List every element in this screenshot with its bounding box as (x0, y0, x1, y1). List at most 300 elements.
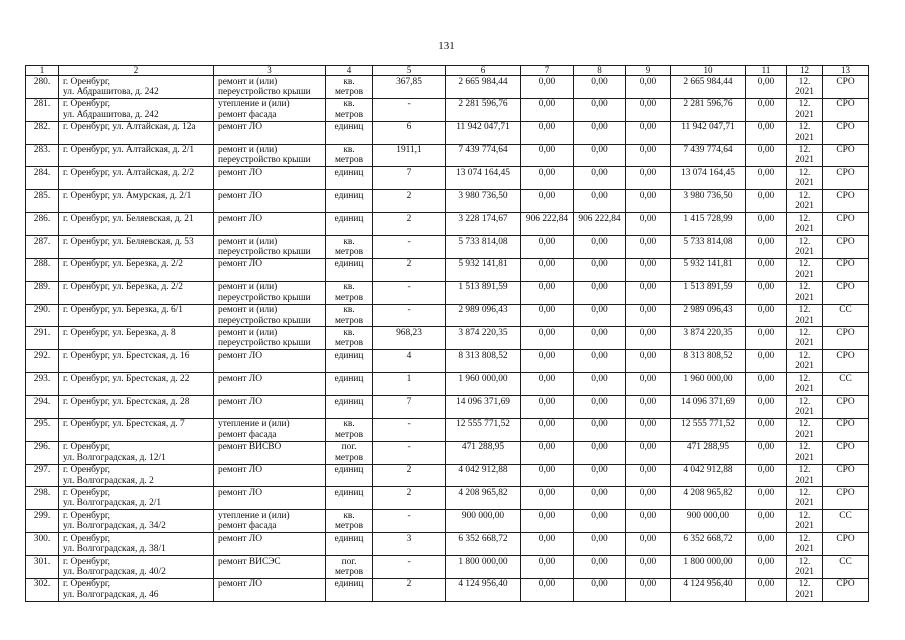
cell-line: 3 874 220,35 (458, 327, 508, 338)
cell-line: СРО (836, 213, 855, 224)
quantity-cell (373, 396, 446, 419)
row-number-cell (26, 281, 59, 304)
cell-line: 0,00 (639, 533, 657, 544)
cell-line: ул. Волгоградская, д. 46 (63, 589, 159, 600)
unit-cell (326, 441, 373, 464)
cell-line: 12. (798, 487, 811, 498)
cell-line: метров (334, 246, 364, 257)
completion-date-cell (787, 578, 823, 601)
address-cell (59, 487, 214, 510)
cell-line: 301. (33, 556, 51, 567)
cell-line: 0,00 (757, 442, 775, 453)
cell-line: переустройство крыши (218, 338, 311, 349)
cell-line: 0,00 (639, 579, 657, 590)
cell-line: 0,00 (538, 350, 556, 361)
cell-line: г. Оренбург, ул. Брестская, д. 22 (63, 373, 190, 384)
col-10-cell (671, 144, 746, 167)
cell-line: 12 555 771,52 (681, 419, 735, 430)
cell-line: 6 352 668,72 (458, 533, 508, 544)
work-type-cell (214, 281, 326, 304)
col-9-cell (626, 350, 671, 373)
col-10-cell (671, 327, 746, 350)
table-row (26, 418, 869, 441)
work-type-cell (214, 464, 326, 487)
col-11-cell (746, 396, 787, 419)
cell-line: г. Оренбург, ул. Березка, д. 8 (63, 327, 176, 338)
col-7-cell (521, 441, 574, 464)
cell-line: ул. Волгоградская, д. 12/1 (63, 452, 166, 463)
cell-line: метров (334, 566, 364, 577)
col-8-cell (574, 281, 626, 304)
cell-line: 12. (798, 373, 811, 384)
cell-line: 2021 (795, 498, 814, 509)
cell-line: ул. Абдрашитова, д. 242 (63, 86, 159, 97)
completion-date-cell (787, 167, 823, 190)
row-number-cell (26, 190, 59, 213)
cell-line: г. Оренбург, (63, 487, 111, 498)
cell-line: 0,00 (591, 282, 608, 293)
unit-cell (326, 236, 373, 259)
col-8-cell (574, 121, 626, 144)
address-cell (59, 556, 214, 579)
cost-cell (446, 121, 521, 144)
cell-line: 5 733 814,08 (683, 236, 733, 247)
code-cell (823, 98, 869, 121)
cell-line: 2021 (795, 361, 814, 372)
column-number-header: 11 (746, 66, 787, 76)
cost-cell (446, 327, 521, 350)
col-11-cell (746, 304, 787, 327)
unit-cell (326, 258, 373, 281)
col-7-cell (521, 144, 574, 167)
cell-line: 12. (798, 99, 811, 110)
column-number-header: 5 (373, 66, 446, 76)
row-number-cell (26, 578, 59, 601)
table-row (26, 464, 869, 487)
row-number-cell (26, 373, 59, 396)
table-row (26, 327, 869, 350)
cost-cell (446, 190, 521, 213)
code-cell (823, 578, 869, 601)
cell-line: 0,00 (591, 190, 608, 201)
quantity-cell (373, 578, 446, 601)
cell-line: СС (839, 556, 852, 567)
cell-line: 2021 (795, 292, 814, 303)
col-11-cell (746, 487, 787, 510)
cost-cell (446, 533, 521, 556)
address-cell (59, 533, 214, 556)
cell-line: 1911,1 (396, 145, 422, 156)
cell-line: 0,00 (591, 556, 608, 567)
cell-line: 0,00 (591, 579, 608, 590)
cell-line: СРО (836, 419, 855, 430)
cell-line: пог. (341, 442, 357, 453)
address-cell (59, 144, 214, 167)
completion-date-cell (787, 76, 823, 99)
col-11-cell (746, 510, 787, 533)
code-cell (823, 396, 869, 419)
col-10-cell (671, 464, 746, 487)
cell-line: 0,00 (639, 259, 657, 270)
cell-line: 12. (798, 167, 811, 178)
quantity-cell (373, 236, 446, 259)
cell-line: СРО (836, 145, 855, 156)
col-11-cell (746, 190, 787, 213)
cell-line: 3 228 174,67 (458, 213, 508, 224)
cell-line: 12. (798, 510, 811, 521)
cell-line: СРО (836, 396, 855, 407)
cell-line: 5 733 814,08 (458, 236, 508, 247)
cell-line: кв. (343, 327, 355, 338)
cell-line: 906 222,84 (578, 213, 621, 224)
table-row (26, 533, 869, 556)
cell-line: 0,00 (639, 76, 657, 87)
code-cell (823, 487, 869, 510)
cell-line: 7 439 774,64 (683, 145, 733, 156)
col-9-cell (626, 258, 671, 281)
cell-line: 0,00 (639, 99, 657, 110)
col-10-cell (671, 350, 746, 373)
table-row (26, 144, 869, 167)
cell-line: 12. (798, 419, 811, 430)
cell-line: 0,00 (639, 373, 657, 384)
cell-line: метров (334, 155, 364, 166)
cell-line: 3 874 220,35 (683, 327, 733, 338)
cell-line: 0,00 (538, 533, 556, 544)
cell-line: г. Оренбург, (63, 579, 111, 590)
col-11-cell (746, 327, 787, 350)
code-cell (823, 144, 869, 167)
cell-line: г. Оренбург, ул. Алтайская, д. 2/1 (63, 145, 195, 156)
cell-line: - (407, 282, 411, 293)
cell-line: утепление и (или) (218, 510, 290, 521)
cell-line: 289. (33, 282, 51, 293)
code-cell (823, 510, 869, 533)
cell-line: 0,00 (639, 350, 657, 361)
col-10-cell (671, 373, 746, 396)
col-10-cell (671, 213, 746, 236)
col-8-cell (574, 236, 626, 259)
cell-line: 0,00 (639, 190, 657, 201)
col-7-cell (521, 350, 574, 373)
cell-line: 11 942 047,71 (681, 122, 735, 133)
code-cell (823, 76, 869, 99)
col-11-cell (746, 121, 787, 144)
cell-line: 0,00 (757, 122, 775, 133)
cell-line: СРО (836, 465, 855, 476)
cell-line: 0,00 (591, 122, 608, 133)
quantity-cell (373, 533, 446, 556)
unit-cell (326, 487, 373, 510)
cell-line: СРО (836, 76, 855, 87)
cell-line: ремонт ЛО (218, 579, 263, 590)
col-8-cell (574, 258, 626, 281)
cell-line: 0,00 (757, 510, 775, 521)
cell-line: 0,00 (591, 533, 608, 544)
cell-line: 300. (33, 533, 51, 544)
address-cell (59, 190, 214, 213)
quantity-cell (373, 464, 446, 487)
cell-line: ремонт и (или) (218, 145, 278, 156)
cell-line: 293. (33, 373, 51, 384)
col-8-cell (574, 556, 626, 579)
cell-line: 0,00 (639, 510, 657, 521)
cell-line: ремонт фасада (218, 521, 277, 532)
col-8-cell (574, 98, 626, 121)
column-number-row (26, 66, 869, 76)
col-11-cell (746, 258, 787, 281)
col-7-cell (521, 327, 574, 350)
cell-line: 281. (33, 99, 51, 110)
cell-line: 0,00 (757, 305, 775, 316)
cell-line: - (407, 510, 411, 521)
cell-line: 0,00 (639, 556, 657, 567)
work-type-cell (214, 167, 326, 190)
code-cell (823, 121, 869, 144)
work-type-cell (214, 441, 326, 464)
col-10-cell (671, 578, 746, 601)
col-7-cell (521, 510, 574, 533)
cell-line: 7 (406, 167, 412, 178)
unit-cell (326, 578, 373, 601)
completion-date-cell (787, 144, 823, 167)
cell-line: 14 096 371,69 (456, 396, 510, 407)
cell-line: единиц (334, 373, 364, 384)
cell-line: 0,00 (538, 145, 556, 156)
cell-line: 13 074 164,45 (456, 167, 510, 178)
cell-line: 0,00 (538, 76, 556, 87)
cell-line: единиц (334, 122, 364, 133)
completion-date-cell (787, 556, 823, 579)
cell-line: 2021 (795, 86, 814, 97)
cell-line: переустройство крыши (218, 86, 311, 97)
cell-line: 0,00 (538, 99, 556, 110)
address-cell (59, 373, 214, 396)
cell-line: 12. (798, 236, 811, 247)
col-9-cell (626, 213, 671, 236)
cell-line: 900 000,00 (686, 510, 730, 521)
work-type-cell (214, 304, 326, 327)
work-type-cell (214, 396, 326, 419)
cell-line: утепление и (или) (218, 99, 290, 110)
row-number-cell (26, 236, 59, 259)
cell-line: кв. (343, 99, 355, 110)
table-row (26, 121, 869, 144)
col-10-cell (671, 236, 746, 259)
cell-line: ул. Волгоградская, д. 2 (63, 475, 154, 486)
address-cell (59, 441, 214, 464)
work-type-cell (214, 236, 326, 259)
address-cell (59, 350, 214, 373)
cell-line: ремонт и (или) (218, 76, 278, 87)
col-11-cell (746, 350, 787, 373)
cell-line: 0,00 (639, 396, 657, 407)
col-7-cell (521, 396, 574, 419)
cell-line: г. Оренбург, ул. Амурская, д. 2/1 (63, 190, 192, 201)
col-7-cell (521, 578, 574, 601)
col-8-cell (574, 350, 626, 373)
cell-line: СРО (836, 442, 855, 453)
cell-line: 2 665 984,44 (458, 76, 508, 87)
work-type-cell (214, 144, 326, 167)
cell-line: ремонт ЛО (218, 259, 263, 270)
cost-cell (446, 350, 521, 373)
cell-line: метров (334, 292, 364, 303)
column-number-header: 7 (521, 66, 574, 76)
quantity-cell (373, 441, 446, 464)
cell-line: 12. (798, 213, 811, 224)
cell-line: ремонт ЛО (218, 122, 263, 133)
address-cell (59, 76, 214, 99)
col-9-cell (626, 144, 671, 167)
cell-line: 2 (406, 487, 412, 498)
cost-cell (446, 98, 521, 121)
unit-cell (326, 396, 373, 419)
quantity-cell (373, 144, 446, 167)
cell-line: 0,00 (591, 76, 608, 87)
work-type-cell (214, 76, 326, 99)
cell-line: 0,00 (639, 419, 657, 430)
cost-cell (446, 578, 521, 601)
col-11-cell (746, 418, 787, 441)
cell-line: 367,85 (396, 76, 422, 87)
cell-line: метров (334, 452, 364, 463)
work-type-cell (214, 510, 326, 533)
cell-line: 0,00 (639, 282, 657, 293)
col-11-cell (746, 167, 787, 190)
cell-line: метров (334, 429, 364, 440)
cell-line: метров (334, 521, 364, 532)
quantity-cell (373, 556, 446, 579)
cell-line: 0,00 (591, 396, 608, 407)
cell-line: 2021 (795, 338, 814, 349)
cost-cell (446, 556, 521, 579)
cell-line: 0,00 (757, 465, 775, 476)
quantity-cell (373, 327, 446, 350)
cell-line: 0,00 (538, 282, 556, 293)
completion-date-cell (787, 533, 823, 556)
cell-line: 0,00 (591, 465, 608, 476)
cell-line: 5 932 141,81 (683, 259, 733, 270)
col-9-cell (626, 76, 671, 99)
cell-line: г. Оренбург, (63, 556, 111, 567)
cell-line: 0,00 (639, 122, 657, 133)
col-8-cell (574, 190, 626, 213)
cell-line: 286. (33, 213, 51, 224)
col-11-cell (746, 556, 787, 579)
column-number-header: 3 (214, 66, 326, 76)
unit-cell (326, 327, 373, 350)
cell-line: ремонт ЛО (218, 396, 263, 407)
cell-line: г. Оренбург, (63, 99, 111, 110)
cell-line: 12. (798, 282, 811, 293)
table-row (26, 487, 869, 510)
col-7-cell (521, 556, 574, 579)
col-9-cell (626, 556, 671, 579)
cell-line: СРО (836, 236, 855, 247)
table-row (26, 76, 869, 99)
cell-line: 287. (33, 236, 51, 247)
cell-line: 2021 (795, 224, 814, 235)
col-10-cell (671, 121, 746, 144)
cell-line: ремонт ВИСВО (218, 442, 282, 453)
cell-line: 0,00 (757, 419, 775, 430)
col-7-cell (521, 121, 574, 144)
cell-line: метров (334, 315, 364, 326)
cell-line: СРО (836, 327, 855, 338)
table-body (26, 76, 869, 602)
col-11-cell (746, 236, 787, 259)
cost-cell (446, 167, 521, 190)
cell-line: 2021 (795, 315, 814, 326)
cell-line: СРО (836, 487, 855, 498)
col-8-cell (574, 213, 626, 236)
cell-line: 2021 (795, 521, 814, 532)
cell-line: 0,00 (639, 465, 657, 476)
cell-line: 0,00 (538, 236, 556, 247)
cell-line: 12. (798, 556, 811, 567)
unit-cell (326, 281, 373, 304)
col-10-cell (671, 190, 746, 213)
cell-line: 0,00 (639, 327, 657, 338)
cell-line: 1 800 000,00 (458, 556, 508, 567)
cell-line: 3 (406, 533, 412, 544)
col-9-cell (626, 236, 671, 259)
cell-line: СРО (836, 99, 855, 110)
column-number-header: 2 (59, 66, 214, 76)
cell-line: 0,00 (538, 465, 556, 476)
unit-cell (326, 350, 373, 373)
column-number-header: 4 (326, 66, 373, 76)
address-cell (59, 464, 214, 487)
cell-line: г. Оренбург, ул. Березка, д. 6/1 (63, 305, 183, 316)
cell-line: единиц (334, 579, 364, 590)
code-cell (823, 373, 869, 396)
cost-cell (446, 373, 521, 396)
cell-line: кв. (343, 510, 355, 521)
cell-line: 1 513 891,59 (683, 282, 733, 293)
cell-line: 292. (33, 350, 51, 361)
col-8-cell (574, 373, 626, 396)
cell-line: 297. (33, 465, 51, 476)
cell-line: 2021 (795, 544, 814, 555)
cell-line: 2021 (795, 201, 814, 212)
cell-line: 2 281 596,76 (683, 99, 733, 110)
unit-cell (326, 464, 373, 487)
col-10-cell (671, 281, 746, 304)
col-7-cell (521, 373, 574, 396)
col-10-cell (671, 304, 746, 327)
cell-line: ул. Волгоградская, д. 38/1 (63, 544, 166, 555)
code-cell (823, 258, 869, 281)
cell-line: 288. (33, 259, 51, 270)
table-row (26, 236, 869, 259)
completion-date-cell (787, 190, 823, 213)
work-type-cell (214, 350, 326, 373)
table-row (26, 396, 869, 419)
cell-line: 1 415 728,99 (683, 213, 733, 224)
col-8-cell (574, 167, 626, 190)
cell-line: 284. (33, 167, 51, 178)
code-cell (823, 167, 869, 190)
cell-line: 283. (33, 145, 51, 156)
unit-cell (326, 76, 373, 99)
cell-line: 2 281 596,76 (458, 99, 508, 110)
col-11-cell (746, 76, 787, 99)
works-table (25, 65, 869, 602)
code-cell (823, 441, 869, 464)
work-type-cell (214, 418, 326, 441)
